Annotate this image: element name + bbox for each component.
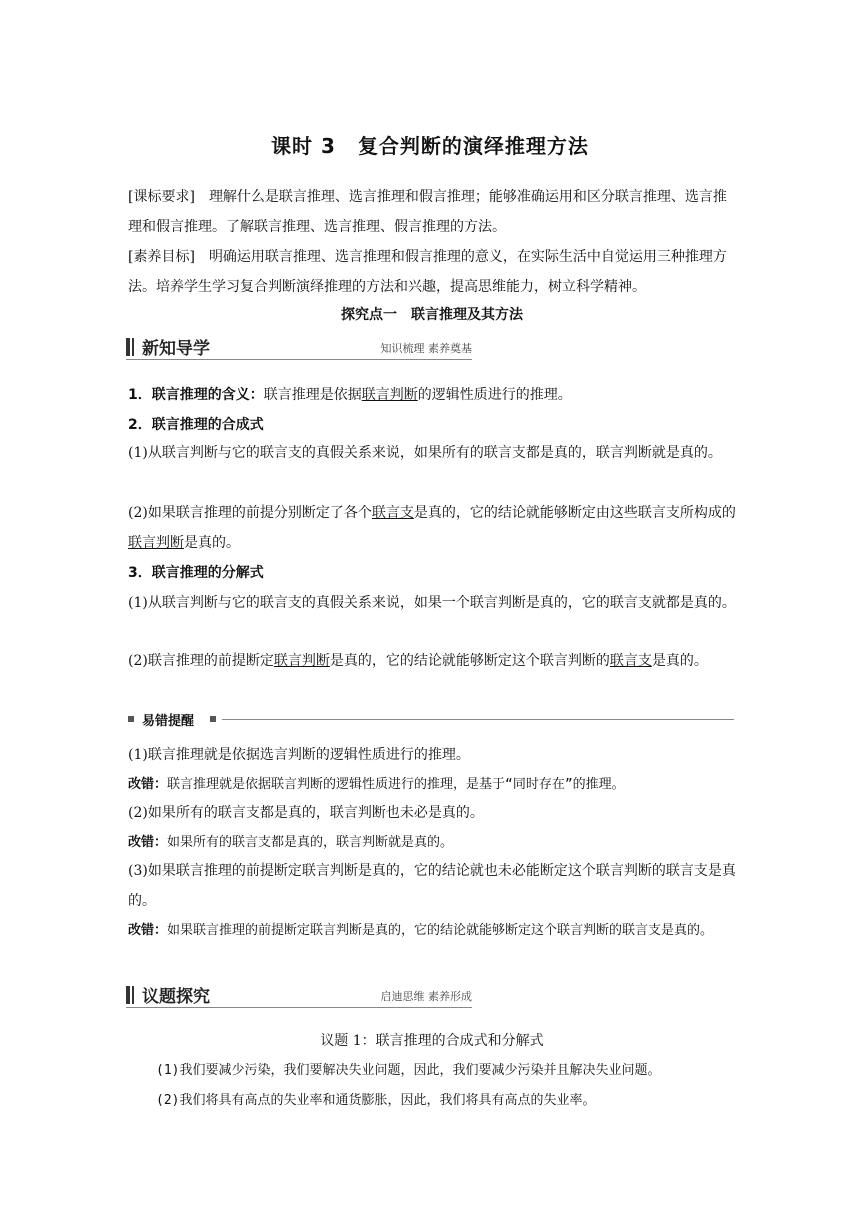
correction-text: 如果所有的联言支都是真的，联言判断就是真的。 bbox=[167, 835, 454, 850]
requirements-tag: [课标要求] bbox=[128, 189, 195, 205]
correction-tag: 改错： bbox=[128, 835, 168, 850]
lesson-number: 课时 3 bbox=[271, 134, 336, 158]
correction-text: 如果联言推理的前提断定联言判断是真的，它的结论就能够断定这个联言判断的联言支是真的。 bbox=[167, 923, 714, 938]
underlined-term: 联言判断 bbox=[273, 653, 330, 669]
heading-decomposition: 3．联言推理的分解式 bbox=[128, 565, 264, 581]
paragraph-decomposition-1: (1)从联言判断与它的联言支的真假关系来说，如果一个联言判断是真的，它的联言支就都是真的。 bbox=[128, 595, 736, 611]
goals-text: 明确运用联言推理、选言推理和假言推理的意义，在实际生活中自觉运用三种推理方法。培养学生学习复合判断演绎推理的方法和兴趣，提高思维能力，树立科学精神。 bbox=[128, 249, 727, 295]
paragraph-composition-2 bbox=[128, 498, 736, 558]
literacy-goals bbox=[128, 242, 736, 302]
banner-bar-thin bbox=[132, 986, 134, 1004]
decomposition-text-c: 是真的。 bbox=[651, 653, 708, 669]
banner-underline bbox=[126, 359, 472, 360]
composition-text-b: 是真的，它的结论就能够断定由这些联言支所构成的 bbox=[413, 505, 736, 521]
banner-underline bbox=[126, 1007, 472, 1008]
requirements-text: 理解什么是联言推理、选言推理和假言推理；能够准确运用和区分联言推理、选言推理和假言推理。了解联言推理、选言推理、假言推理的方法。 bbox=[128, 189, 727, 235]
topic-title: 议题 1：联言推理的合成式和分解式 bbox=[320, 1033, 544, 1049]
paragraph-decomposition-2 bbox=[128, 646, 736, 676]
definition-heading: 1．联言推理的含义： bbox=[128, 387, 264, 403]
error-statement-2: (2)如果所有的联言支都是真的，联言判断也未必是真的。 bbox=[128, 805, 484, 821]
tip-square bbox=[128, 716, 134, 722]
banner-new-knowledge bbox=[126, 336, 472, 360]
banner-bar bbox=[126, 338, 130, 356]
correction-1 bbox=[128, 770, 736, 800]
composition-text-c: 是真的。 bbox=[184, 535, 240, 551]
banner-topic-inquiry bbox=[126, 984, 472, 1008]
example-1: (1)我们要减少污染，我们要解决失业问题，因此，我们要减少污染并且解决失业问题。 bbox=[156, 1063, 661, 1078]
error-tip-bar bbox=[128, 710, 734, 730]
error-statement-1: (1)联言推理就是依据选言判断的逻辑性质进行的推理。 bbox=[128, 747, 470, 763]
correction-tag: 改错： bbox=[128, 777, 168, 792]
example-2: (2)我们将具有高点的失业率和通货膨胀，因此，我们将具有高点的失业率。 bbox=[156, 1093, 596, 1108]
decomposition-text-a: (2)联言推理的前提断定 bbox=[128, 653, 274, 669]
underlined-term: 联言判断 bbox=[361, 387, 418, 403]
lesson-title: 复合判断的演绎推理方法 bbox=[357, 134, 589, 158]
tip-square bbox=[210, 716, 216, 722]
banner-title: 新知导学 bbox=[142, 339, 210, 359]
decomposition-text-b: 是真的，它的结论就能够断定这个联言判断的 bbox=[329, 653, 610, 669]
composition-text-a: (2)如果联言推理的前提分别断定了各个 bbox=[128, 505, 372, 521]
tip-line bbox=[222, 719, 734, 720]
paragraph-definition bbox=[128, 380, 736, 410]
underlined-term: 联言支 bbox=[609, 653, 652, 669]
underlined-term: 联言判断 bbox=[128, 535, 184, 551]
banner-bar-thin bbox=[132, 338, 134, 356]
definition-text-end: 的逻辑性质进行的推理。 bbox=[417, 387, 572, 403]
banner-subtitle: 知识梳理 素养奠基 bbox=[380, 342, 472, 355]
heading-composition: 2．联言推理的合成式 bbox=[128, 417, 264, 433]
correction-2 bbox=[128, 828, 736, 858]
banner-subtitle: 启迪思维 素养形成 bbox=[380, 990, 472, 1003]
banner-title: 议题探究 bbox=[142, 987, 210, 1007]
definition-text: 联言推理是依据 bbox=[263, 387, 362, 403]
underlined-term: 联言支 bbox=[371, 505, 414, 521]
correction-3 bbox=[128, 916, 736, 946]
curriculum-requirements bbox=[128, 182, 736, 242]
correction-text: 联言推理就是依据联言判断的逻辑性质进行的推理，是基于“同时存在”的推理。 bbox=[167, 777, 625, 792]
banner-bar bbox=[126, 986, 130, 1004]
goals-tag: [素养目标] bbox=[128, 249, 195, 265]
error-statement-3: (3)如果联言推理的前提断定联言判断是真的，它的结论就也未必能断定这个联言判断的联言支是真的。 bbox=[128, 863, 736, 909]
section-heading: 探究点一 联言推理及其方法 bbox=[341, 307, 523, 323]
page-title bbox=[0, 130, 860, 159]
paragraph-composition-1: (1)从联言判断与它的联言支的真假关系来说，如果所有的联言支都是真的，联言判断就是真的。 bbox=[128, 445, 722, 461]
correction-tag: 改错： bbox=[128, 923, 168, 938]
tip-title: 易错提醒 bbox=[142, 714, 195, 729]
